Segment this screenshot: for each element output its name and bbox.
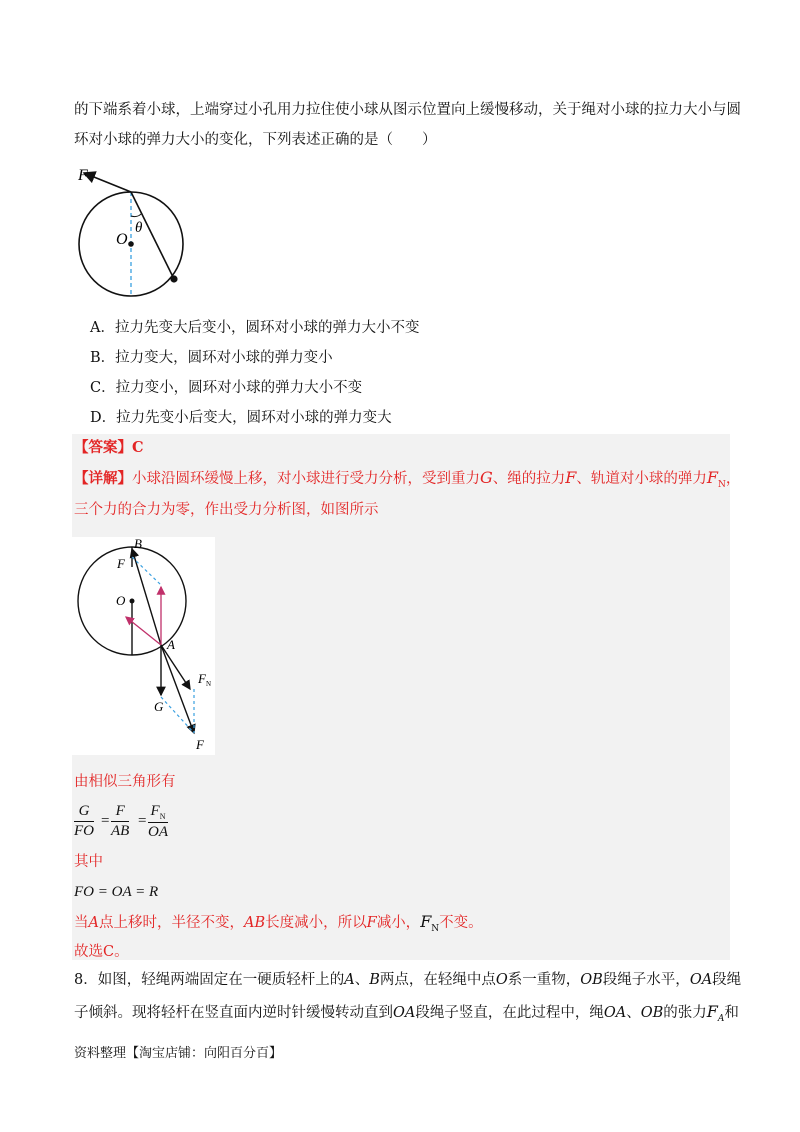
- option-b: B．拉力变大，圆环对小球的弹力变小: [90, 350, 333, 366]
- label-B: B: [134, 537, 142, 551]
- force-F-arrow: [84, 173, 131, 192]
- label-G: G: [154, 699, 164, 714]
- figure2-center-dot: [130, 599, 135, 604]
- detail-sym-G: G: [480, 468, 493, 487]
- question-line-1: 的下端系着小球，上端穿过小孔用力拉住使小球从图示位置向上缓慢移动，关于绳对小球的拉力大小与圆: [74, 102, 741, 118]
- option-c: C．拉力变小，圆环对小球的弹力大小不变: [90, 380, 363, 396]
- label-A: A: [167, 637, 175, 652]
- detail-sym-F: F: [565, 468, 577, 487]
- center-dot: [128, 241, 134, 247]
- ball-dot: [170, 275, 177, 282]
- label-FN: $F_N$: [198, 671, 212, 688]
- theta-arc: [131, 213, 142, 217]
- q8-line-1: 8．如图，轻绳两端固定在一硬质轻杆上的A、B两点，在轻绳中点O系一重物，OB段绳子水平，OA段绳: [74, 972, 742, 988]
- label-F-top: F: [117, 556, 125, 571]
- answer-value: C: [132, 439, 144, 456]
- option-a: A．拉力先变大后变小，圆环对小球的弹力大小不变: [90, 320, 420, 336]
- fraction-G-FO: $\frac{G}{FO}$: [74, 803, 94, 839]
- equals-1: =: [101, 813, 110, 829]
- detail-line-1: [74, 468, 740, 495]
- force-diagram: [72, 537, 215, 755]
- answer-tag: 【答案】: [74, 439, 132, 456]
- label-F-bottom: F: [196, 737, 204, 752]
- label-O2: O: [116, 593, 126, 608]
- detail-sym-FN-sub: N: [718, 479, 726, 490]
- detail-line-2: 三个力的合力为零，作出受力分析图，如图所示: [74, 502, 379, 518]
- label-F: F: [78, 167, 88, 184]
- detail-text-c: 、轨道对小球的弹力: [576, 471, 707, 487]
- detail-text-d: ，: [725, 471, 741, 487]
- fraction-FN-OA: $\frac{F_N}{OA}$: [148, 803, 168, 840]
- where-text: 其中: [74, 854, 103, 870]
- detail-sym-FN: F: [706, 468, 718, 487]
- fraction-F-AB: $\frac{F}{AB}$: [111, 803, 130, 839]
- label-O: O: [116, 231, 128, 248]
- equation-FO-OA-R: FO = OA = R: [74, 884, 159, 900]
- label-theta: θ: [135, 220, 143, 236]
- q8-line-2: 子倾斜。现将轻杆在竖直面内逆时针缓慢转动直到OA段绳子竖直，在此过程中，绳OA、OB的张力$F_A$和: [74, 1002, 739, 1024]
- answer-line: [74, 438, 144, 458]
- similar-triangle-text: 由相似三角形有: [74, 774, 176, 790]
- choose-line: 故选C。: [74, 944, 129, 960]
- detail-tag: 【详解】: [74, 470, 132, 487]
- footer-text: 资料整理【淘宝店铺：向阳百分百】: [74, 1046, 283, 1061]
- figure2-background: [72, 537, 215, 755]
- detail-text-b: 、绳的拉力: [492, 471, 566, 487]
- option-d: D．拉力先变小后变大，圆环对小球的弹力变大: [90, 410, 392, 426]
- ring-diagram: [72, 160, 202, 305]
- equals-2: =: [138, 813, 147, 829]
- detail-text-a: 小球沿圆环缓慢上移，对小球进行受力分析，受到重力: [132, 471, 480, 487]
- conclusion-line: 当A点上移时，半径不变，AB长度减小，所以F减小，$F_N$不变。: [74, 912, 483, 934]
- question-line-2: 环对小球的弹力大小的变化，下列表述正确的是（ ）: [74, 132, 437, 148]
